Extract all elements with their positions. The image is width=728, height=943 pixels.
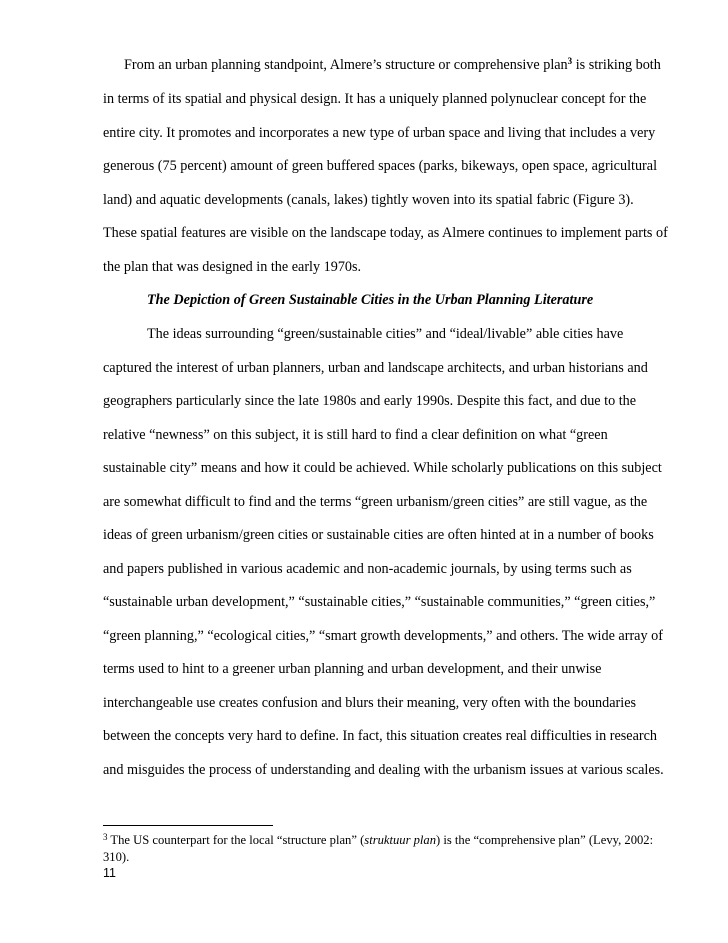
paragraph-2-line-4: relative “newness” on this subject, it is still hard to find a clear definition on what “green [103, 427, 608, 443]
page-number: 11 [103, 866, 116, 880]
paragraph-2-line-2: captured the interest of urban planners, urban and landscape architects, and urban historians and [103, 360, 648, 376]
italic-term: struktuur plan [364, 833, 437, 847]
paragraph-2-line-1: The ideas surrounding “green/sustainable cities” and “ideal/livable” able cities have [147, 326, 624, 342]
paragraph-2-line-6: are somewhat difficult to find and the terms “green urbanism/green cities” are still vague, as the [103, 494, 648, 510]
paragraph-2-line-8: and papers published in various academic and non-academic journals, by using terms such as [103, 561, 632, 577]
paragraph-1-line-3: entire city. It promotes and incorporates a new type of urban space and living that includes a very [103, 125, 656, 141]
footnote-line-1 [103, 833, 653, 848]
paragraph-2-line-14: and misguides the process of understanding and dealing with the urbanism issues at various scales. [103, 762, 664, 778]
paragraph-1-line-4: generous (75 percent) amount of green buffered spaces (parks, bikeways, open space, agricultural [103, 158, 658, 174]
text-run: ) is the “comprehensive plan” (Levy, 2002: [436, 833, 654, 847]
paragraph-1-line-5: land) and aquatic developments (canals, lakes) tightly woven into its spatial fabric (Figure 3). [103, 192, 634, 208]
paragraph-2-line-7: ideas of green urbanism/green cities or sustainable cities are often hinted at in a number of books [103, 527, 654, 543]
paragraph-2-line-11: terms used to hint to a greener urban planning and urban development, and their unwise [103, 661, 602, 677]
footnote-separator [103, 825, 273, 826]
text-run: is striking both [572, 57, 661, 73]
paragraph-2-line-9: “sustainable urban development,” “sustainable cities,” “sustainable communities,” “green cities,” [103, 594, 656, 610]
footnote-reference[interactable]: 3 [567, 56, 573, 66]
paragraph-1-line-2: in terms of its spatial and physical design. It has a uniquely planned polynuclear concept for the [103, 91, 647, 107]
paragraph-2-line-13: between the concepts very hard to define. In fact, this situation creates real difficulties in research [103, 728, 658, 744]
paragraph-2-line-5: sustainable city” means and how it could be achieved. While scholarly publications on this subject [103, 460, 662, 476]
paragraph-2-line-12: interchangeable use creates confusion and blurs their meaning, very often with the boundaries [103, 695, 637, 711]
section-heading: The Depiction of Green Sustainable Cities in the Urban Planning Literature [147, 292, 594, 308]
paragraph-1-line-7: the plan that was designed in the early 1970s. [103, 259, 362, 275]
paragraph-2-line-10: “green planning,” “ecological cities,” “smart growth developments,” and others. The wide array of [103, 628, 663, 644]
footnote-mark: 3 [103, 832, 108, 842]
text-run: The US counterpart for the local “structure plan” ( [107, 833, 365, 847]
text-run: From an urban planning standpoint, Almere’s structure or comprehensive plan [124, 57, 568, 73]
paragraph-1-line-6: These spatial features are visible on the landscape today, as Almere continues to implement parts of [103, 225, 668, 241]
footnote-line-2: 310). [103, 850, 130, 864]
paragraph-1-line-1 [124, 57, 661, 74]
paragraph-2-line-3: geographers particularly since the late 1980s and early 1990s. Despite this fact, and due to the [103, 393, 637, 409]
